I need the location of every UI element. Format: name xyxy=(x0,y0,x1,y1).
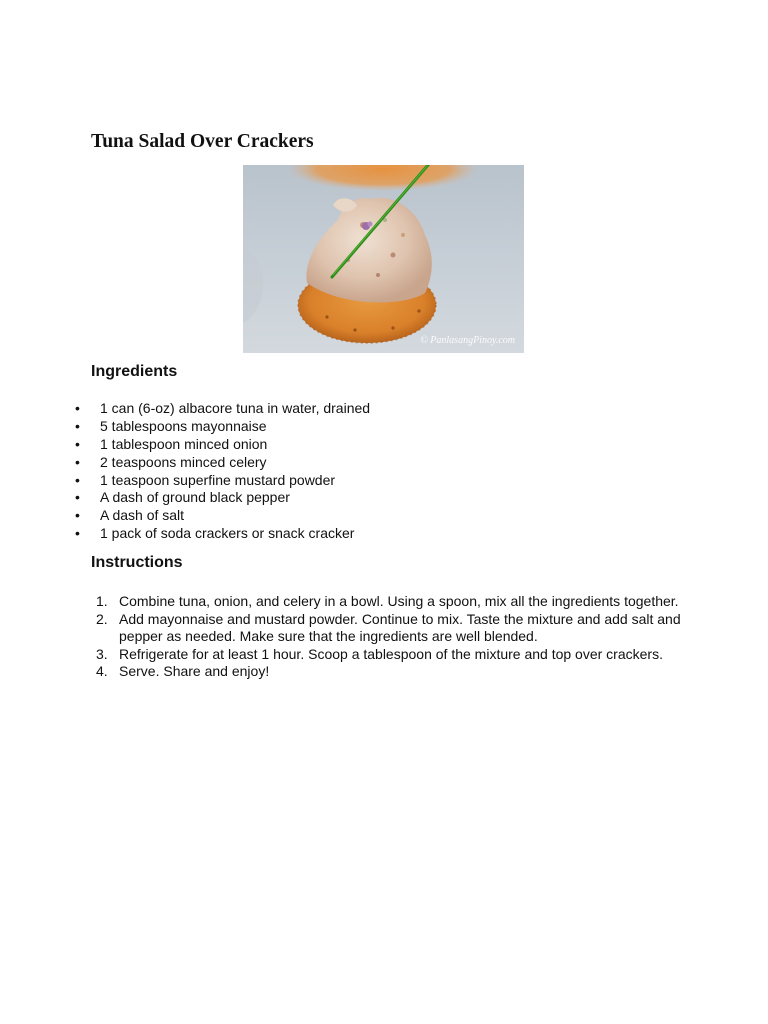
step-text: Add mayonnaise and mustard powder. Continue to mix. Taste the mixture and add salt and pepper as needed. Make sure that the ingredients are well blended. xyxy=(119,610,681,645)
recipe-photo xyxy=(243,165,524,353)
ingredient-text: 2 teaspoons minced celery xyxy=(100,453,267,470)
instructions-heading: Instructions xyxy=(91,554,183,571)
step-number: 2. xyxy=(96,610,108,627)
photo-watermark: © PanlasangPinoy.com xyxy=(420,335,515,346)
list-item xyxy=(0,507,700,525)
recipe-title: Tuna Salad Over Crackers xyxy=(91,131,314,152)
ingredient-text: A dash of salt xyxy=(100,507,185,524)
instructions-list xyxy=(0,593,690,681)
list-item xyxy=(0,489,700,507)
bullet-icon: • xyxy=(75,400,80,416)
ingredients-list xyxy=(0,400,700,543)
list-item xyxy=(0,593,690,611)
ingredient-text: 1 pack of soda crackers or snack cracker xyxy=(100,525,355,542)
list-item xyxy=(0,611,690,646)
step-text: Serve. Share and enjoy! xyxy=(119,663,270,680)
ingredient-text: 1 can (6-oz) albacore tuna in water, drained xyxy=(100,400,371,416)
ingredients-heading: Ingredients xyxy=(91,363,178,380)
bullet-icon: • xyxy=(75,507,80,524)
bullet-icon: • xyxy=(75,489,80,506)
bullet-icon: • xyxy=(75,525,80,542)
list-item xyxy=(0,454,700,472)
ingredient-text: A dash of ground black pepper xyxy=(100,489,290,506)
step-text: Combine tuna, onion, and celery in a bowl. Using a spoon, mix all the ingredients together. xyxy=(119,593,679,609)
bullet-icon: • xyxy=(75,417,80,434)
step-number: 4. xyxy=(96,663,108,680)
ingredient-text: 1 teaspoon superfine mustard powder xyxy=(100,471,336,488)
step-text: Refrigerate for at least 1 hour. Scoop a tablespoon of the mixture and top over crackers. xyxy=(119,645,663,662)
step-number: 1. xyxy=(96,593,108,609)
list-item xyxy=(0,400,700,418)
ingredient-text: 5 tablespoons mayonnaise xyxy=(100,417,267,434)
bullet-icon: • xyxy=(75,471,80,488)
ingredient-text: 1 tablespoon minced onion xyxy=(100,435,268,452)
list-item xyxy=(0,418,700,436)
bullet-icon: • xyxy=(75,453,80,470)
list-item xyxy=(0,436,700,454)
list-item xyxy=(0,646,690,664)
list-item xyxy=(0,663,690,681)
list-item xyxy=(0,525,700,543)
step-number: 3. xyxy=(96,645,108,662)
bullet-icon: • xyxy=(75,435,80,452)
list-item xyxy=(0,472,700,490)
